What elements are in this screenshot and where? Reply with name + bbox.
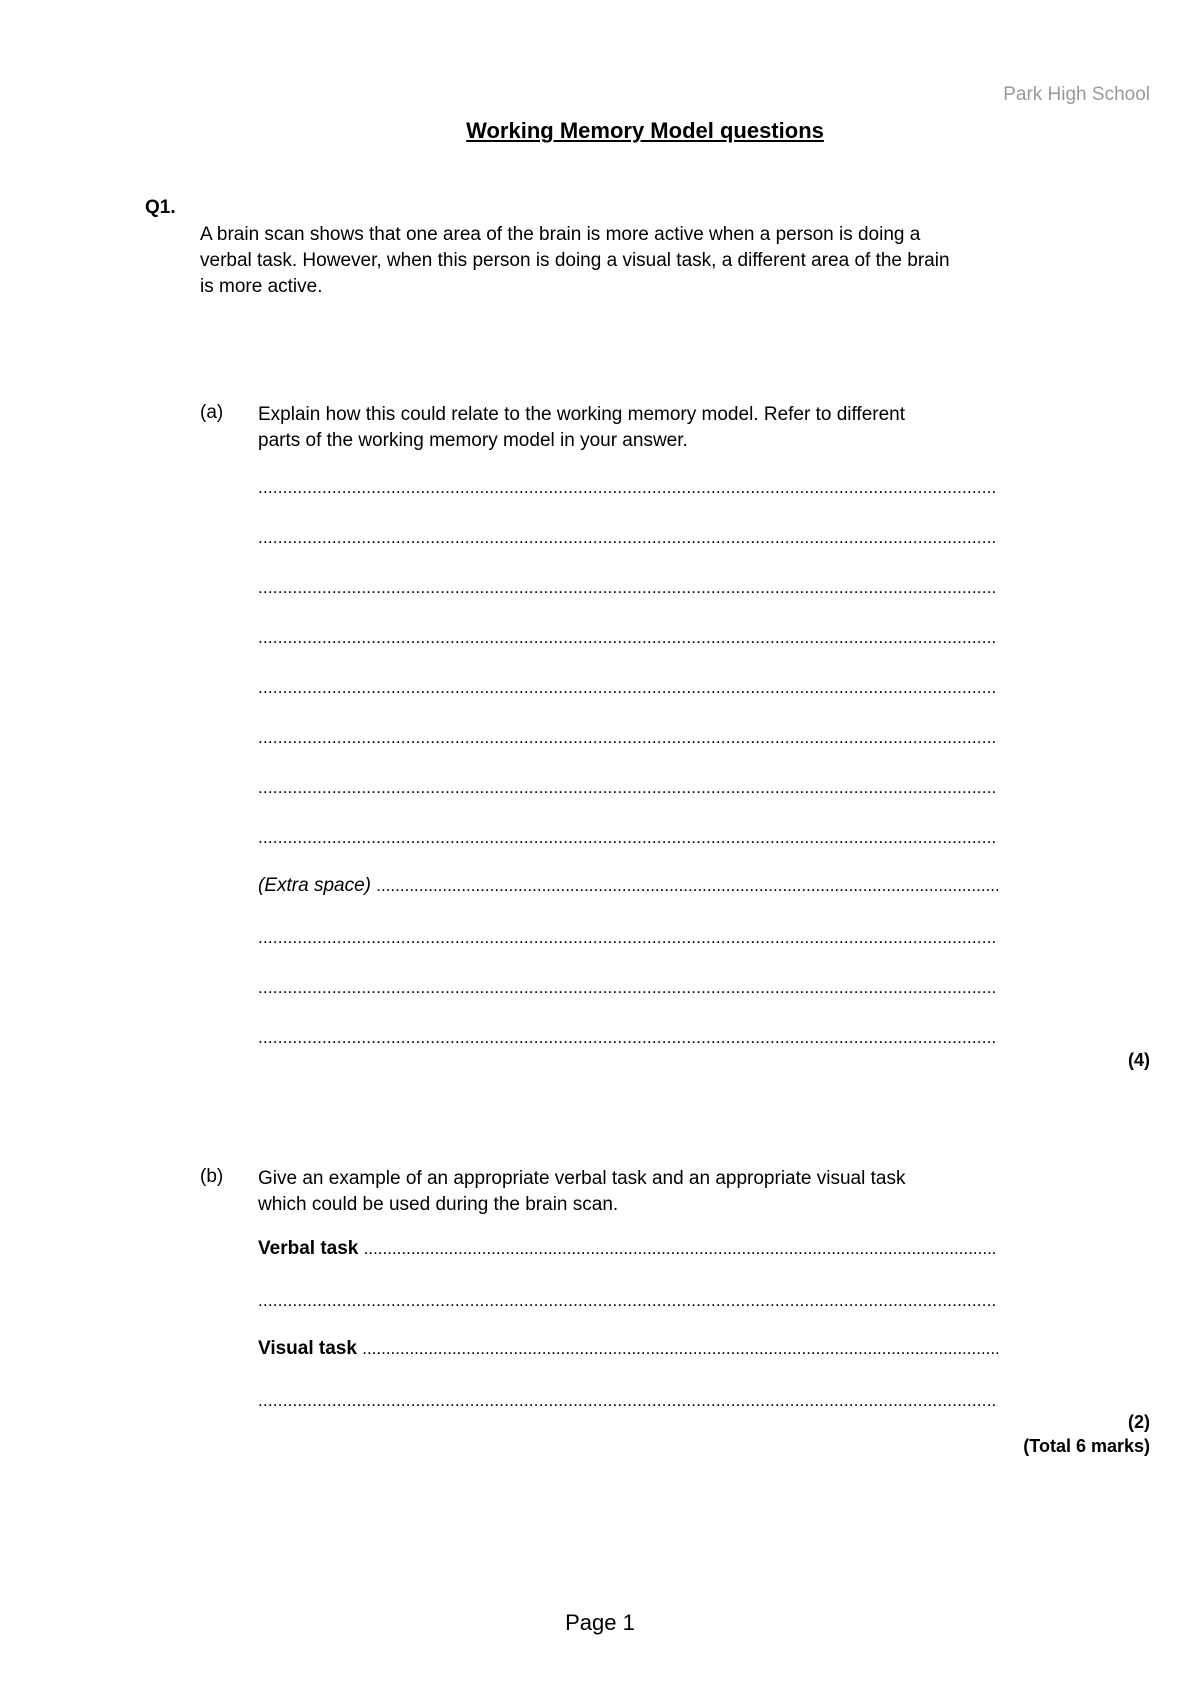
part-b-marks: (2) [1128, 1412, 1150, 1432]
visual-task-line[interactable] [258, 1338, 998, 1360]
extra-space-line[interactable] [258, 875, 998, 897]
answer-line[interactable] [258, 528, 998, 548]
verbal-task-dots [364, 1239, 998, 1258]
school-name: Park High School [1003, 84, 1150, 105]
visual-task-dots [362, 1339, 998, 1358]
part-b-text [258, 1166, 905, 1218]
answer-line[interactable] [258, 728, 998, 748]
extra-space-label: (Extra space) [258, 875, 371, 896]
answer-line[interactable] [258, 678, 998, 698]
part-b-line: Give an example of an appropriate verbal task and an appropriate visual task [258, 1168, 906, 1189]
answer-line[interactable] [258, 1028, 998, 1048]
answer-line[interactable] [258, 978, 998, 998]
part-b-label: (b) [200, 1166, 224, 1187]
answer-line[interactable] [258, 628, 998, 648]
answer-line[interactable] [258, 778, 998, 798]
part-b-line: which could be used during the brain scan. [258, 1194, 619, 1215]
stem-line: verbal task. However, when this person is doing a visual task, a different area of the brain [200, 250, 950, 271]
answer-line[interactable] [258, 828, 998, 848]
stem-line: A brain scan shows that one area of the brain is more active when a person is doing a [200, 224, 921, 245]
page-title: Working Memory Model questions [466, 118, 824, 143]
part-a-text [258, 402, 905, 454]
verbal-task-line[interactable] [258, 1238, 998, 1260]
answer-line[interactable] [258, 1391, 998, 1411]
part-a-line: parts of the working memory model in your answer. [258, 430, 688, 451]
extra-space-dots [376, 876, 998, 895]
stem-line: is more active. [200, 276, 323, 297]
visual-task-label: Visual task [258, 1338, 357, 1359]
answer-line[interactable] [258, 928, 998, 948]
question-stem [200, 222, 1100, 300]
part-a-marks: (4) [1128, 1050, 1150, 1070]
answer-line[interactable] [258, 478, 998, 498]
verbal-task-label: Verbal task [258, 1238, 359, 1259]
total-marks: (Total 6 marks) [1023, 1436, 1150, 1456]
part-a-label: (a) [200, 402, 224, 423]
part-a-line: Explain how this could relate to the working memory model. Refer to different [258, 404, 906, 425]
question-number: Q1. [145, 197, 176, 218]
answer-line[interactable] [258, 1291, 998, 1311]
answer-line[interactable] [258, 578, 998, 598]
page-number: Page 1 [565, 1610, 635, 1635]
